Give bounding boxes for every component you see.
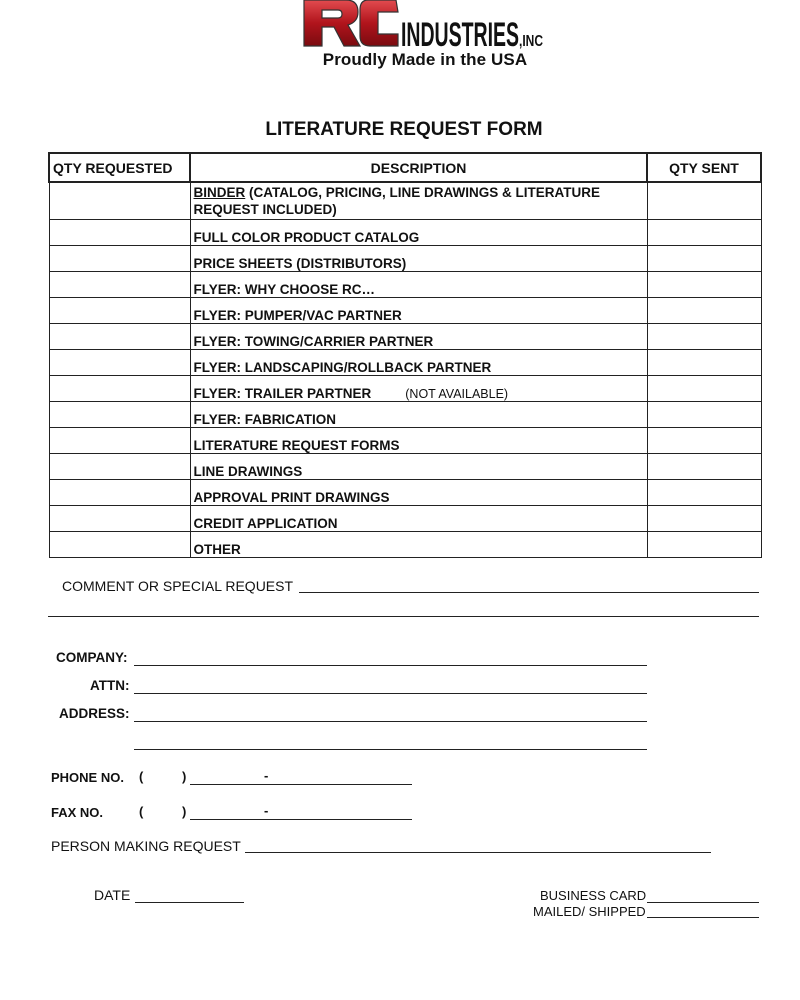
description-text: FLYER: WHY CHOOSE RC…	[193, 282, 376, 297]
qty-requested-cell[interactable]	[49, 428, 190, 454]
phone-paren-open: (	[139, 769, 144, 784]
person-label: PERSON MAKING REQUEST	[51, 838, 241, 854]
table-row	[49, 324, 761, 350]
fax-dash: -	[264, 803, 269, 818]
description-cell	[190, 272, 647, 298]
description-cell	[190, 182, 647, 220]
table-row	[49, 402, 761, 428]
qty-requested-cell[interactable]	[49, 532, 190, 558]
qty-sent-cell[interactable]	[647, 350, 761, 376]
description-text: CREDIT APPLICATION	[193, 516, 338, 531]
table-row	[49, 350, 761, 376]
description-cell	[190, 246, 647, 272]
phone-label: PHONE NO.	[51, 770, 124, 785]
description-text: FLYER: TOWING/CARRIER PARTNER	[193, 334, 434, 349]
fax-label: FAX NO.	[51, 805, 104, 820]
qty-requested-cell[interactable]	[49, 246, 190, 272]
table-row	[49, 246, 761, 272]
description-text: OTHER	[193, 542, 241, 557]
qty-requested-cell[interactable]	[49, 480, 190, 506]
table-header-row	[49, 153, 761, 182]
qty-sent-cell[interactable]	[647, 428, 761, 454]
table-row	[49, 272, 761, 298]
company-field[interactable]	[134, 665, 647, 666]
qty-requested-cell[interactable]	[49, 350, 190, 376]
qty-sent-cell[interactable]	[647, 324, 761, 350]
qty-sent-cell[interactable]	[647, 272, 761, 298]
qty-requested-cell[interactable]	[49, 376, 190, 402]
attn-label: ATTN:	[90, 678, 130, 693]
description-text: FULL COLOR PRODUCT CATALOG	[193, 230, 420, 245]
comment-label: COMMENT OR SPECIAL REQUEST	[62, 578, 294, 594]
table-row	[49, 220, 761, 246]
description-text: FLYER: PUMPER/VAC PARTNER	[193, 308, 402, 323]
fax-field[interactable]	[190, 819, 412, 820]
comment-field-line-2[interactable]	[48, 616, 759, 617]
qty-requested-cell[interactable]	[49, 506, 190, 532]
description-text: APPROVAL PRINT DRAWINGS	[193, 490, 390, 505]
description-cell	[190, 376, 647, 402]
qty-requested-cell[interactable]	[49, 272, 190, 298]
description-text: FLYER: TRAILER PARTNER	[193, 386, 372, 401]
qty-sent-cell[interactable]	[647, 246, 761, 272]
phone-dash: -	[264, 768, 269, 783]
table-row	[49, 376, 761, 402]
description-text: (CATALOG, PRICING, LINE DRAWINGS & LITERATURE REQUEST INCLUDED)	[193, 185, 601, 217]
qty-sent-cell[interactable]	[647, 376, 761, 402]
date-field[interactable]	[135, 902, 244, 903]
phone-paren-close: )	[182, 769, 187, 784]
address-field[interactable]	[134, 721, 647, 722]
attn-field[interactable]	[134, 693, 647, 694]
fax-paren-open: (	[139, 804, 144, 819]
person-field[interactable]	[245, 852, 711, 853]
description-text: PRICE SHEETS (DISTRIBUTORS)	[193, 256, 407, 271]
comment-field[interactable]	[299, 592, 759, 593]
description-text: LINE DRAWINGS	[193, 464, 303, 479]
availability-note: (NOT AVAILABLE)	[405, 387, 509, 401]
qty-sent-cell[interactable]	[647, 402, 761, 428]
qty-requested-cell[interactable]	[49, 454, 190, 480]
description-cell	[190, 324, 647, 350]
address-field-line-2[interactable]	[134, 749, 647, 750]
qty-sent-cell[interactable]	[647, 182, 761, 220]
date-label: DATE	[94, 887, 131, 903]
company-label: COMPANY:	[56, 650, 128, 665]
table-row	[49, 428, 761, 454]
description-text: FLYER: FABRICATION	[193, 412, 337, 427]
description-cell	[190, 220, 647, 246]
qty-sent-cell[interactable]	[647, 454, 761, 480]
business-card-field[interactable]	[647, 902, 759, 903]
qty-sent-cell[interactable]	[647, 506, 761, 532]
tagline: Proudly Made in the USA	[322, 50, 528, 69]
description-cell	[190, 506, 647, 532]
description-cell	[190, 532, 647, 558]
table-row	[49, 506, 761, 532]
mailed-shipped-field[interactable]	[647, 917, 759, 918]
mailed-shipped-label: MAILED/ SHIPPED	[533, 904, 646, 919]
description-cell	[190, 454, 647, 480]
qty-requested-cell[interactable]	[49, 402, 190, 428]
svg-text:INDUSTRIES: INDUSTRIES	[401, 16, 519, 50]
table-row	[49, 454, 761, 480]
qty-requested-cell[interactable]	[49, 182, 190, 220]
description-cell	[190, 350, 647, 376]
column-header-qty-sent: QTY SENT	[647, 153, 761, 182]
svg-text:,INC: ,INC	[519, 33, 544, 50]
description-cell	[190, 480, 647, 506]
phone-field[interactable]	[190, 784, 412, 785]
business-card-label: BUSINESS CARD	[540, 888, 647, 903]
qty-sent-cell[interactable]	[647, 532, 761, 558]
description-cell	[190, 402, 647, 428]
table-row	[49, 532, 761, 558]
literature-table	[48, 152, 762, 558]
column-header-qty-requested: QTY REQUESTED	[49, 153, 190, 182]
table-row	[49, 480, 761, 506]
qty-sent-cell[interactable]	[647, 480, 761, 506]
table-row	[49, 298, 761, 324]
fax-paren-close: )	[182, 804, 187, 819]
description-text: LITERATURE REQUEST FORMS	[193, 438, 400, 453]
qty-requested-cell[interactable]	[49, 324, 190, 350]
description-cell	[190, 428, 647, 454]
qty-requested-cell[interactable]	[49, 220, 190, 246]
qty-requested-cell[interactable]	[49, 298, 190, 324]
column-header-description: DESCRIPTION	[190, 153, 647, 182]
description-cell	[190, 298, 647, 324]
table-row	[49, 182, 761, 220]
form-title: LITERATURE REQUEST FORM	[265, 119, 543, 140]
qty-sent-cell[interactable]	[647, 298, 761, 324]
description-lead: BINDER	[193, 185, 246, 200]
address-label: ADDRESS:	[59, 706, 130, 721]
qty-sent-cell[interactable]	[647, 220, 761, 246]
description-text: FLYER: LANDSCAPING/ROLLBACK PARTNER	[193, 360, 492, 375]
